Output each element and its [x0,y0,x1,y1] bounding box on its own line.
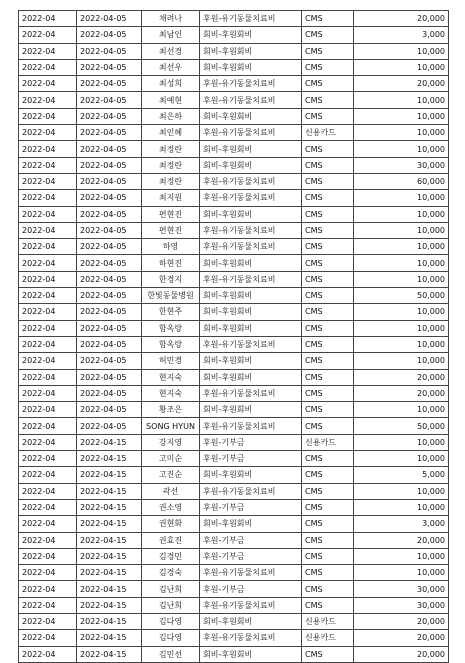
amount-cell: 20,000 [354,630,449,646]
table-row [19,11,449,27]
payment-method-cell: CMS [302,548,354,564]
amount-cell: 20,000 [354,646,449,662]
category-cell: 후원-유기동물치료비 [200,483,302,499]
category-cell: 회비-후원회비 [200,467,302,483]
month-cell: 2022-04 [19,385,77,401]
table-row [19,451,449,467]
table-row [19,418,449,434]
month-cell: 2022-04 [19,613,77,629]
category-cell: 후원-기부금 [200,451,302,467]
date-cell: 2022-04-05 [77,271,142,287]
payment-method-cell: CMS [302,483,354,499]
category-cell: 후원-유기동물치료비 [200,597,302,613]
month-cell: 2022-04 [19,222,77,238]
month-cell: 2022-04 [19,402,77,418]
table-row [19,125,449,141]
category-cell: 회비-후원회비 [200,255,302,271]
donor-name-cell: 현지숙 [142,385,200,401]
donor-name-cell: 함옥랑 [142,336,200,352]
category-cell: 회비-후원회비 [200,206,302,222]
payment-method-cell: CMS [302,385,354,401]
payment-method-cell: 신용카드 [302,125,354,141]
donor-name-cell: 최선경 [142,43,200,59]
category-cell: 후원-기부금 [200,532,302,548]
table-row [19,548,449,564]
table-row [19,304,449,320]
donor-name-cell: 편현진 [142,222,200,238]
donor-name-cell: 권효진 [142,532,200,548]
payment-method-cell: CMS [302,11,354,27]
date-cell: 2022-04-05 [77,157,142,173]
table-row [19,483,449,499]
table-row [19,271,449,287]
amount-cell: 10,000 [354,125,449,141]
payment-method-cell: CMS [302,76,354,92]
table-row [19,467,449,483]
category-cell: 후원-기부금 [200,548,302,564]
month-cell: 2022-04 [19,239,77,255]
donor-name-cell: 김난희 [142,581,200,597]
payment-method-cell: 신용카드 [302,434,354,450]
month-cell: 2022-04 [19,125,77,141]
payment-method-cell: CMS [302,532,354,548]
category-cell: 후원-유기동물치료비 [200,125,302,141]
donor-name-cell: 하영 [142,239,200,255]
donation-ledger-table [18,10,449,663]
amount-cell: 10,000 [354,451,449,467]
date-cell: 2022-04-05 [77,27,142,43]
amount-cell: 10,000 [354,434,449,450]
date-cell: 2022-04-15 [77,548,142,564]
table-row [19,646,449,662]
amount-cell: 20,000 [354,11,449,27]
month-cell: 2022-04 [19,157,77,173]
payment-method-cell: CMS [302,157,354,173]
payment-method-cell: CMS [302,190,354,206]
amount-cell: 10,000 [354,565,449,581]
category-cell: 후원-유기동물치료비 [200,239,302,255]
category-cell: 회비-후원회비 [200,320,302,336]
category-cell: 회비-후원회비 [200,59,302,75]
amount-cell: 10,000 [354,59,449,75]
table-row [19,206,449,222]
month-cell: 2022-04 [19,92,77,108]
date-cell: 2022-04-15 [77,483,142,499]
date-cell: 2022-04-05 [77,222,142,238]
donor-name-cell: 황조은 [142,402,200,418]
category-cell: 회비-후원회비 [200,646,302,662]
month-cell: 2022-04 [19,597,77,613]
table-row [19,27,449,43]
category-cell: 회비-후원회비 [200,157,302,173]
donor-name-cell: 권현화 [142,516,200,532]
table-row [19,630,449,646]
donor-name-cell: 권소영 [142,499,200,515]
month-cell: 2022-04 [19,369,77,385]
date-cell: 2022-04-05 [77,11,142,27]
table-row [19,499,449,515]
ledger-body [19,11,449,663]
month-cell: 2022-04 [19,141,77,157]
category-cell: 후원-기부금 [200,581,302,597]
month-cell: 2022-04 [19,467,77,483]
donor-name-cell: 한빛동물병원 [142,288,200,304]
table-row [19,320,449,336]
donor-name-cell: 곽선 [142,483,200,499]
category-cell: 후원-유기동물치료비 [200,190,302,206]
category-cell: 회비-후원회비 [200,369,302,385]
table-row [19,92,449,108]
table-row [19,255,449,271]
amount-cell: 10,000 [354,320,449,336]
donor-name-cell: 한경지 [142,271,200,287]
month-cell: 2022-04 [19,206,77,222]
date-cell: 2022-04-05 [77,92,142,108]
month-cell: 2022-04 [19,548,77,564]
amount-cell: 30,000 [354,581,449,597]
payment-method-cell: CMS [302,304,354,320]
donor-name-cell: 강지영 [142,434,200,450]
donor-name-cell: 김경민 [142,548,200,564]
month-cell: 2022-04 [19,353,77,369]
table-row [19,190,449,206]
amount-cell: 20,000 [354,369,449,385]
donor-name-cell: 한현주 [142,304,200,320]
date-cell: 2022-04-05 [77,206,142,222]
table-row [19,239,449,255]
donor-name-cell: 최예현 [142,92,200,108]
month-cell: 2022-04 [19,434,77,450]
category-cell: 회비-후원회비 [200,353,302,369]
date-cell: 2022-04-05 [77,336,142,352]
payment-method-cell: CMS [302,222,354,238]
amount-cell: 50,000 [354,288,449,304]
date-cell: 2022-04-15 [77,499,142,515]
date-cell: 2022-04-05 [77,255,142,271]
payment-method-cell: CMS [302,369,354,385]
month-cell: 2022-04 [19,288,77,304]
date-cell: 2022-04-05 [77,43,142,59]
payment-method-cell: CMS [302,27,354,43]
date-cell: 2022-04-05 [77,76,142,92]
amount-cell: 50,000 [354,418,449,434]
date-cell: 2022-04-15 [77,467,142,483]
date-cell: 2022-04-15 [77,597,142,613]
donor-name-cell: 최선우 [142,59,200,75]
date-cell: 2022-04-05 [77,108,142,124]
amount-cell: 10,000 [354,222,449,238]
table-row [19,353,449,369]
donor-name-cell: 현지숙 [142,369,200,385]
amount-cell: 10,000 [354,353,449,369]
category-cell: 후원-유기동물치료비 [200,92,302,108]
donor-name-cell: 최정란 [142,157,200,173]
date-cell: 2022-04-05 [77,320,142,336]
month-cell: 2022-04 [19,499,77,515]
month-cell: 2022-04 [19,173,77,189]
table-row [19,434,449,450]
table-row [19,43,449,59]
amount-cell: 10,000 [354,141,449,157]
date-cell: 2022-04-05 [77,59,142,75]
amount-cell: 10,000 [354,108,449,124]
amount-cell: 20,000 [354,613,449,629]
table-row [19,141,449,157]
amount-cell: 20,000 [354,532,449,548]
category-cell: 후원-유기동물치료비 [200,76,302,92]
payment-method-cell: CMS [302,499,354,515]
payment-method-cell: CMS [302,516,354,532]
payment-method-cell: CMS [302,565,354,581]
category-cell: 후원-유기동물치료비 [200,11,302,27]
payment-method-cell: 신용카드 [302,613,354,629]
category-cell: 회비-후원회비 [200,613,302,629]
month-cell: 2022-04 [19,271,77,287]
date-cell: 2022-04-15 [77,434,142,450]
table-row [19,565,449,581]
table-row [19,157,449,173]
donor-name-cell: 채려나 [142,11,200,27]
payment-method-cell: CMS [302,92,354,108]
amount-cell: 3,000 [354,27,449,43]
category-cell: 회비-후원회비 [200,108,302,124]
date-cell: 2022-04-15 [77,516,142,532]
date-cell: 2022-04-15 [77,581,142,597]
donor-name-cell: 김민선 [142,646,200,662]
category-cell: 후원-유기동물치료비 [200,418,302,434]
payment-method-cell: CMS [302,255,354,271]
date-cell: 2022-04-05 [77,304,142,320]
month-cell: 2022-04 [19,76,77,92]
category-cell: 후원-유기동물치료비 [200,565,302,581]
donor-name-cell: SONG HYUN [142,418,200,434]
donor-name-cell: 편현진 [142,206,200,222]
donor-name-cell: 하현진 [142,255,200,271]
table-row [19,532,449,548]
table-row [19,222,449,238]
month-cell: 2022-04 [19,59,77,75]
category-cell: 후원-기부금 [200,434,302,450]
month-cell: 2022-04 [19,11,77,27]
category-cell: 후원-유기동물치료비 [200,173,302,189]
date-cell: 2022-04-05 [77,418,142,434]
category-cell: 후원-유기동물치료비 [200,336,302,352]
donor-name-cell: 최인혜 [142,125,200,141]
amount-cell: 10,000 [354,304,449,320]
date-cell: 2022-04-05 [77,125,142,141]
month-cell: 2022-04 [19,451,77,467]
category-cell: 회비-후원회비 [200,516,302,532]
donor-name-cell: 허민경 [142,353,200,369]
payment-method-cell: 신용카드 [302,630,354,646]
amount-cell: 30,000 [354,597,449,613]
donor-name-cell: 김다영 [142,613,200,629]
payment-method-cell: CMS [302,271,354,287]
date-cell: 2022-04-05 [77,141,142,157]
month-cell: 2022-04 [19,304,77,320]
category-cell: 회비-후원회비 [200,304,302,320]
donor-name-cell: 고진순 [142,467,200,483]
amount-cell: 10,000 [354,483,449,499]
amount-cell: 10,000 [354,402,449,418]
payment-method-cell: CMS [302,320,354,336]
table-row [19,59,449,75]
month-cell: 2022-04 [19,108,77,124]
amount-cell: 60,000 [354,173,449,189]
month-cell: 2022-04 [19,27,77,43]
date-cell: 2022-04-05 [77,353,142,369]
table-row [19,613,449,629]
amount-cell: 10,000 [354,92,449,108]
month-cell: 2022-04 [19,646,77,662]
month-cell: 2022-04 [19,320,77,336]
donor-name-cell: 최성희 [142,76,200,92]
amount-cell: 5,000 [354,467,449,483]
category-cell: 회비-후원회비 [200,27,302,43]
category-cell: 후원-유기동물치료비 [200,630,302,646]
payment-method-cell: CMS [302,597,354,613]
amount-cell: 30,000 [354,157,449,173]
date-cell: 2022-04-15 [77,532,142,548]
payment-method-cell: CMS [302,43,354,59]
table-row [19,336,449,352]
payment-method-cell: CMS [302,108,354,124]
table-row [19,288,449,304]
category-cell: 후원-유기동물치료비 [200,222,302,238]
category-cell: 후원-유기동물치료비 [200,271,302,287]
payment-method-cell: CMS [302,646,354,662]
payment-method-cell: CMS [302,418,354,434]
payment-method-cell: CMS [302,59,354,75]
date-cell: 2022-04-05 [77,402,142,418]
table-row [19,385,449,401]
category-cell: 후원-기부금 [200,499,302,515]
payment-method-cell: CMS [302,467,354,483]
payment-method-cell: CMS [302,239,354,255]
payment-method-cell: CMS [302,288,354,304]
table-row [19,369,449,385]
month-cell: 2022-04 [19,630,77,646]
date-cell: 2022-04-05 [77,239,142,255]
date-cell: 2022-04-05 [77,190,142,206]
month-cell: 2022-04 [19,336,77,352]
payment-method-cell: CMS [302,173,354,189]
donor-name-cell: 최지원 [142,190,200,206]
payment-method-cell: CMS [302,206,354,222]
amount-cell: 10,000 [354,271,449,287]
table-row [19,76,449,92]
date-cell: 2022-04-15 [77,565,142,581]
date-cell: 2022-04-15 [77,451,142,467]
month-cell: 2022-04 [19,516,77,532]
month-cell: 2022-04 [19,190,77,206]
category-cell: 회비-후원회비 [200,402,302,418]
date-cell: 2022-04-15 [77,646,142,662]
category-cell: 회비-후원회비 [200,288,302,304]
month-cell: 2022-04 [19,483,77,499]
donor-name-cell: 고미순 [142,451,200,467]
payment-method-cell: CMS [302,451,354,467]
amount-cell: 10,000 [354,255,449,271]
amount-cell: 10,000 [354,190,449,206]
donor-name-cell: 함옥랑 [142,320,200,336]
payment-method-cell: CMS [302,353,354,369]
table-row [19,108,449,124]
payment-method-cell: CMS [302,581,354,597]
amount-cell: 3,000 [354,516,449,532]
donor-name-cell: 김다영 [142,630,200,646]
table-row [19,597,449,613]
date-cell: 2022-04-05 [77,288,142,304]
month-cell: 2022-04 [19,532,77,548]
payment-method-cell: CMS [302,141,354,157]
amount-cell: 10,000 [354,239,449,255]
donor-name-cell: 최은하 [142,108,200,124]
date-cell: 2022-04-05 [77,385,142,401]
table-row [19,402,449,418]
date-cell: 2022-04-05 [77,369,142,385]
category-cell: 후원-유기동물치료비 [200,385,302,401]
amount-cell: 10,000 [354,548,449,564]
date-cell: 2022-04-05 [77,173,142,189]
month-cell: 2022-04 [19,43,77,59]
month-cell: 2022-04 [19,255,77,271]
donor-name-cell: 최남인 [142,27,200,43]
donor-name-cell: 김경숙 [142,565,200,581]
amount-cell: 10,000 [354,43,449,59]
table-row [19,173,449,189]
amount-cell: 10,000 [354,499,449,515]
month-cell: 2022-04 [19,581,77,597]
amount-cell: 10,000 [354,336,449,352]
category-cell: 회비-후원회비 [200,141,302,157]
category-cell: 회비-후원회비 [200,43,302,59]
donor-name-cell: 최정란 [142,141,200,157]
amount-cell: 20,000 [354,76,449,92]
amount-cell: 10,000 [354,206,449,222]
amount-cell: 20,000 [354,385,449,401]
table-row [19,516,449,532]
donor-name-cell: 최정란 [142,173,200,189]
date-cell: 2022-04-15 [77,630,142,646]
month-cell: 2022-04 [19,418,77,434]
payment-method-cell: CMS [302,336,354,352]
month-cell: 2022-04 [19,565,77,581]
donor-name-cell: 김난희 [142,597,200,613]
table-row [19,581,449,597]
date-cell: 2022-04-15 [77,613,142,629]
payment-method-cell: CMS [302,402,354,418]
